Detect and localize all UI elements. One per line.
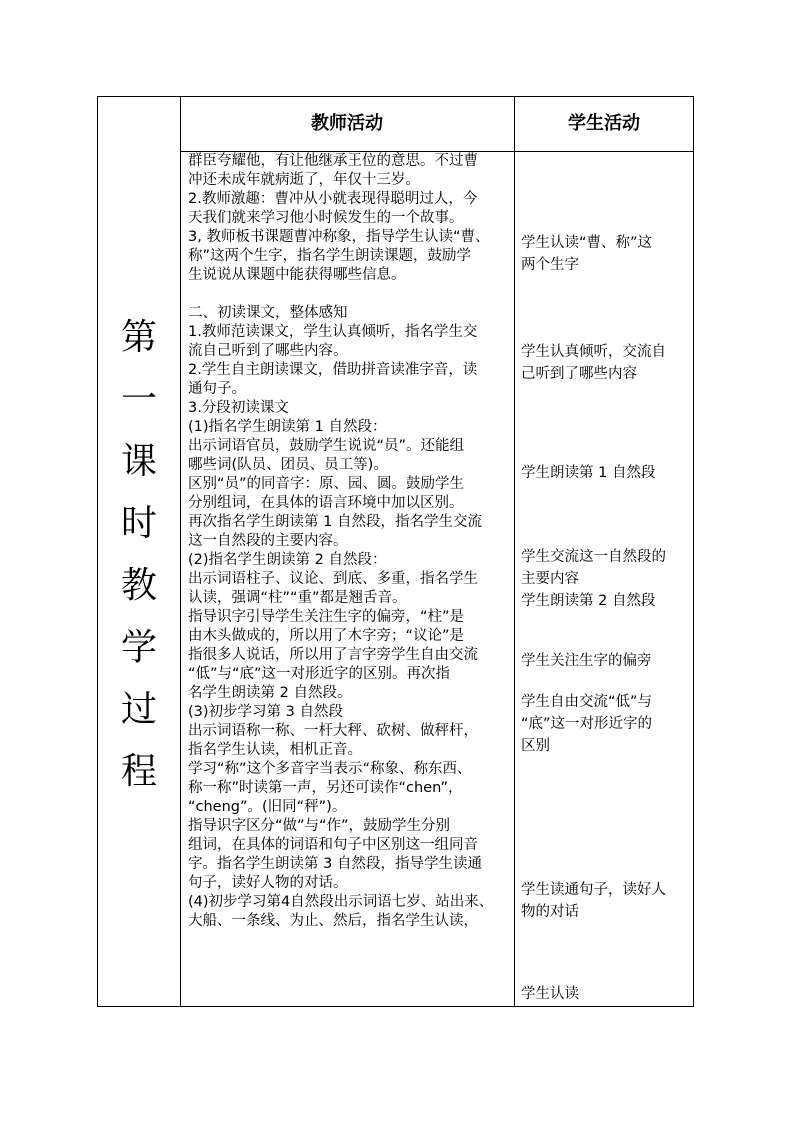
stage-label-char: 第 — [120, 317, 157, 358]
teacher-line: (3)初步学习第 3 自然段 — [188, 704, 343, 720]
student-note — [521, 232, 691, 276]
student-note-line: 两个生字 — [521, 257, 579, 273]
teacher-line: 指导识字区分“做”与“作”，鼓励学生分别 — [188, 818, 451, 834]
teacher-line: 字。指名学生朗读第 3 自然段，指导学生读通 — [188, 856, 482, 872]
teacher-line: 出示词语官员，鼓励学生说说“员”。还能组 — [188, 438, 465, 454]
teacher-line: “cheng”。(旧同“秤”)。 — [188, 799, 347, 815]
teacher-line: 2.学生自主朗读课文，借助拼音读准字音，读 — [188, 362, 478, 378]
teacher-line: 指很多人说话，所以用了言字旁学生自由交流 — [188, 647, 478, 663]
stage-label-char: 教 — [120, 565, 157, 606]
student-note-line: 学生朗读第 2 自然段 — [521, 593, 656, 609]
teacher-line — [188, 285, 510, 304]
teacher-line: 称”这两个生字，指名学生朗读课题，鼓励学 — [188, 248, 472, 264]
teacher-line: 大船、一条线、为止、然后，指名学生认读， — [188, 913, 478, 929]
teacher-line: 称一称”时读第一声，另还可读作“chen”， — [188, 780, 463, 796]
student-note — [521, 546, 691, 612]
student-note-line: 主要内容 — [521, 571, 579, 587]
teacher-line: 指名学生认读，相机正音。 — [188, 742, 362, 758]
teacher-line: 认读，强调“柱”“重”都是翘舌音。 — [188, 590, 407, 606]
teacher-line: 2.教师激趣：曹冲从小就表现得聪明过人，今 — [188, 191, 478, 207]
student-note-line: 学生关注生字的偏旁 — [521, 653, 652, 669]
teacher-line: 哪些词(队员、团员、员工等)。 — [188, 457, 388, 473]
student-note-line: 区别 — [521, 738, 550, 754]
teacher-line: 这一自然段的主要内容。 — [188, 533, 348, 549]
student-note — [521, 983, 691, 1005]
teacher-line: “低”与“底”这一对形近字的区别。再次指 — [188, 666, 451, 682]
student-note — [521, 341, 691, 385]
teacher-line: 通句子。 — [188, 381, 246, 397]
teacher-line: 指导识字引导学生关注生字的偏旁，“柱”是 — [188, 609, 465, 625]
student-note-line: 学生朗读第 1 自然段 — [521, 465, 656, 481]
teacher-line: 冲还未成年就病逝了，年仅十三岁。 — [188, 172, 420, 188]
student-note — [521, 462, 691, 484]
student-note — [521, 879, 691, 923]
student-note-line: 学生交流这一自然段的 — [521, 549, 666, 565]
stage-label-char: 过 — [120, 689, 157, 730]
student-note-line: 学生认读 — [521, 986, 579, 1002]
stage-label-char: 学 — [120, 627, 157, 668]
student-note-line: 学生认读“曹、称”这 — [521, 235, 653, 251]
student-note-line: 学生自由交流“低”与 — [521, 694, 653, 710]
teacher-line: 3, 教师板书课题曹冲称象，指导学生认读“曹、 — [188, 229, 490, 245]
teacher-line: 组词，在具体的词语和句子中区别这一组同音 — [188, 837, 478, 853]
teacher-line: 天我们就来学习他小时候发生的一个故事。 — [188, 210, 464, 226]
student-note — [521, 691, 691, 757]
student-note-line: 物的对话 — [521, 904, 579, 920]
lesson-table — [97, 96, 694, 1007]
teacher-line: 二、初读课文，整体感知 — [188, 305, 348, 321]
student-note-line: 己听到了哪些内容 — [521, 366, 637, 382]
teacher-activity-column — [188, 152, 510, 931]
teacher-line: 区别“员”的同音字：原、园、圆。鼓励学生 — [188, 476, 465, 492]
stage-label-char: 程 — [120, 751, 157, 792]
student-note-line: 学生认真倾听，交流自 — [521, 344, 666, 360]
teacher-line: (4)初步学习第4自然段出示词语七岁、站出来、 — [188, 894, 494, 910]
teacher-line: 3.分段初读课文 — [188, 400, 289, 416]
column-divider-right — [514, 97, 515, 1006]
teacher-line: 出示词语柱子、议论、到底、多重，指名学生 — [188, 571, 478, 587]
teacher-line: 名学生朗读第 2 自然段。 — [188, 685, 352, 701]
student-activity-header: 学生活动 — [568, 113, 640, 134]
teacher-line: 再次指名学生朗读第 1 自然段，指名学生交流 — [188, 514, 482, 530]
teacher-line: 学习“称”这个多音字当表示“称象、称东西、 — [188, 761, 472, 777]
teacher-line: (1)指名学生朗读第 1 自然段： — [188, 419, 387, 435]
column-divider-left — [180, 97, 181, 1006]
student-note-line: 学生读通句子，读好人 — [521, 882, 666, 898]
teacher-line: (2)指名学生朗读第 2 自然段： — [188, 552, 387, 568]
stage-label-char: 时 — [120, 503, 157, 544]
stage-label-char: 一 — [120, 379, 157, 420]
lesson-stage-label — [98, 307, 180, 803]
teacher-line: 1.教师范读课文，学生认真倾听，指名学生交 — [188, 324, 478, 340]
teacher-line: 群臣夸耀他，有让他继承王位的意思。不过曹 — [188, 153, 478, 169]
student-note — [521, 650, 691, 672]
teacher-line: 生说说从课题中能获得哪些信息。 — [188, 267, 406, 283]
student-note-line: “底”这一对形近字的 — [521, 716, 653, 732]
teacher-line: 分别组词，在具体的语言环境中加以区别。 — [188, 495, 464, 511]
teacher-line: 流自己听到了哪些内容。 — [188, 343, 348, 359]
teacher-line: 出示词语称一称、一杆大秤、砍树、做秤杆， — [188, 723, 478, 739]
teacher-activity-header: 教师活动 — [311, 113, 383, 134]
teacher-line: 句子，读好人物的对话。 — [188, 875, 348, 891]
stage-label-char: 课 — [120, 441, 157, 482]
teacher-line: 由木头做成的，所以用了木字旁；“议论”是 — [188, 628, 465, 644]
